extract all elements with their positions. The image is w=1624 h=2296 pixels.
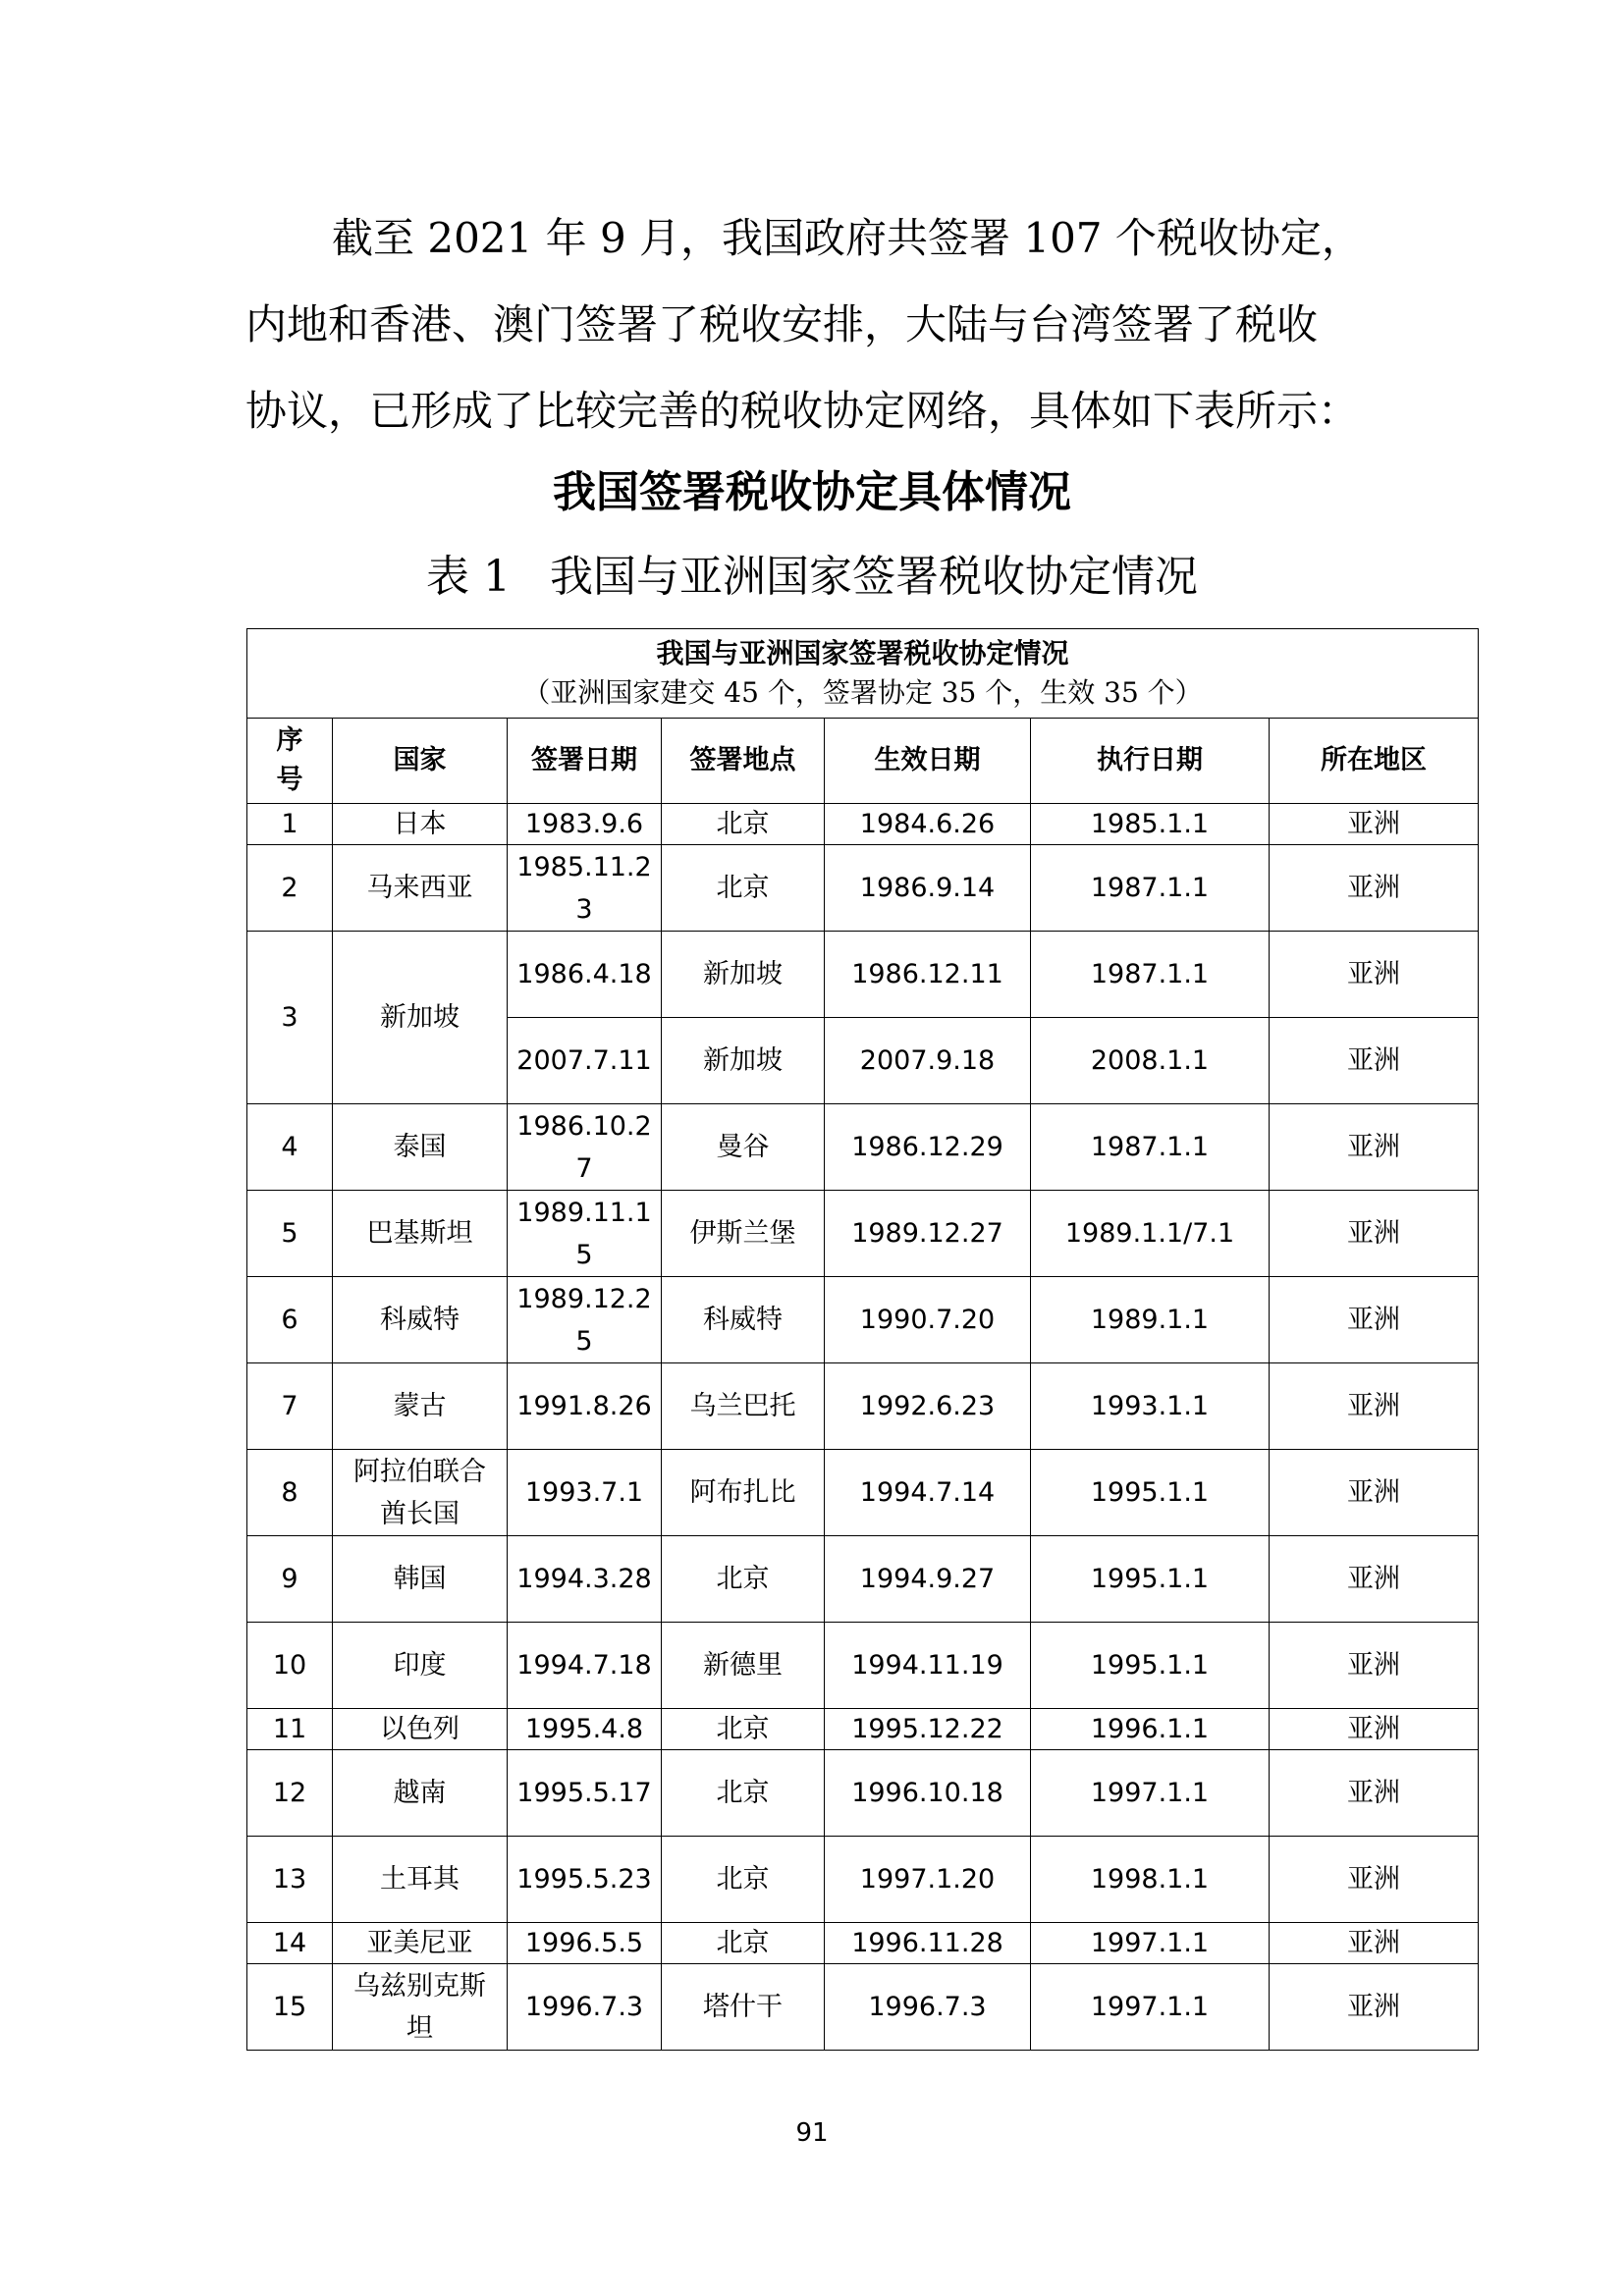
table-row [247,1104,1479,1191]
header-sign-place: 签署地点 [662,719,825,804]
header-sign-date: 签署日期 [508,719,662,804]
cell-sign-place: 塔什干 [662,1964,825,2051]
intro-line: 协议，已形成了比较完善的税收协定网络，具体如下表所示： [245,387,1360,435]
cell-country: 新加坡 [333,932,508,1104]
cell-exec-date: 1985.1.1 [1031,804,1270,845]
cell-sign-date: 1986.10.27 [508,1104,662,1191]
cell-sign-place: 科威特 [662,1277,825,1363]
table-row [247,1536,1479,1623]
table-row [247,845,1479,932]
cell-effective-date: 1984.6.26 [825,804,1031,845]
cell-sign-date: 1985.11.23 [508,845,662,932]
cell-seq: 10 [247,1623,333,1709]
cell-country: 亚美尼亚 [333,1923,508,1964]
header-seq: 序号 [247,719,333,804]
cell-sign-place: 北京 [662,1923,825,1964]
cell-seq: 4 [247,1104,333,1191]
cell-seq: 6 [247,1277,333,1363]
cell-region: 亚洲 [1270,1964,1479,2051]
cell-effective-date: 1992.6.23 [825,1363,1031,1450]
cell-seq: 13 [247,1837,333,1923]
cell-exec-date: 1995.1.1 [1031,1623,1270,1709]
cell-effective-date: 1986.12.11 [825,932,1031,1018]
cell-sign-date: 1991.8.26 [508,1363,662,1450]
cell-country: 韩国 [333,1536,508,1623]
cell-sign-date: 1996.5.5 [508,1923,662,1964]
table-row [247,932,1479,1018]
cell-country: 乌兹别克斯坦 [333,1964,508,2051]
treaty-table [246,628,1479,2051]
cell-region: 亚洲 [1270,1104,1479,1191]
cell-country: 土耳其 [333,1837,508,1923]
cell-country: 泰国 [333,1104,508,1191]
table-title-row [247,629,1479,719]
cell-sign-date: 1983.9.6 [508,804,662,845]
table-row [247,1191,1479,1277]
cell-region: 亚洲 [1270,804,1479,845]
page-number: 91 [795,2118,829,2148]
cell-exec-date: 1997.1.1 [1031,1964,1270,2051]
table-row [247,804,1479,845]
cell-sign-date: 1989.12.25 [508,1277,662,1363]
table-row [247,1709,1479,1750]
intro-line: 截至 2021 年 9 月，我国政府共签署 107 个税收协定， [332,214,1363,262]
cell-seq: 1 [247,804,333,845]
cell-region: 亚洲 [1270,1837,1479,1923]
header-region: 所在地区 [1270,719,1479,804]
cell-region: 亚洲 [1270,845,1479,932]
cell-sign-place: 北京 [662,1750,825,1837]
cell-exec-date: 1997.1.1 [1031,1923,1270,1964]
section-heading: 我国签署税收协定具体情况 [553,467,1071,517]
cell-region: 亚洲 [1270,1709,1479,1750]
cell-seq: 15 [247,1964,333,2051]
cell-sign-date: 1986.4.18 [508,932,662,1018]
cell-sign-place: 新加坡 [662,1018,825,1104]
cell-effective-date: 1986.12.29 [825,1104,1031,1191]
cell-exec-date: 1996.1.1 [1031,1709,1270,1750]
cell-sign-place: 北京 [662,1536,825,1623]
cell-effective-date: 2007.9.18 [825,1018,1031,1104]
cell-country: 日本 [333,804,508,845]
cell-sign-place: 北京 [662,804,825,845]
cell-effective-date: 1986.9.14 [825,845,1031,932]
cell-sign-place: 阿布扎比 [662,1450,825,1536]
cell-sign-date: 1995.4.8 [508,1709,662,1750]
table-row [247,1923,1479,1964]
cell-exec-date: 1987.1.1 [1031,1104,1270,1191]
cell-region: 亚洲 [1270,1450,1479,1536]
cell-exec-date: 1997.1.1 [1031,1750,1270,1837]
cell-sign-place: 新加坡 [662,932,825,1018]
table-row [247,1450,1479,1536]
cell-sign-place: 北京 [662,1709,825,1750]
cell-sign-place: 新德里 [662,1623,825,1709]
cell-effective-date: 1996.7.3 [825,1964,1031,2051]
table-row [247,1277,1479,1363]
header-country: 国家 [333,719,508,804]
cell-country: 印度 [333,1623,508,1709]
cell-effective-date: 1995.12.22 [825,1709,1031,1750]
cell-sign-place: 伊斯兰堡 [662,1191,825,1277]
cell-sign-place: 曼谷 [662,1104,825,1191]
cell-region: 亚洲 [1270,1623,1479,1709]
cell-country: 阿拉伯联合酋长国 [333,1450,508,1536]
cell-region: 亚洲 [1270,1018,1479,1104]
cell-region: 亚洲 [1270,1277,1479,1363]
cell-effective-date: 1997.1.20 [825,1837,1031,1923]
cell-sign-date: 1994.7.18 [508,1623,662,1709]
cell-seq: 9 [247,1536,333,1623]
cell-sign-date: 1996.7.3 [508,1964,662,2051]
cell-region: 亚洲 [1270,1191,1479,1277]
cell-country: 越南 [333,1750,508,1837]
cell-sign-date: 1995.5.17 [508,1750,662,1837]
cell-effective-date: 1996.11.28 [825,1923,1031,1964]
cell-seq: 7 [247,1363,333,1450]
header-exec-date: 执行日期 [1031,719,1270,804]
cell-effective-date: 1994.7.14 [825,1450,1031,1536]
cell-exec-date: 1993.1.1 [1031,1363,1270,1450]
cell-exec-date: 1989.1.1/7.1 [1031,1191,1270,1277]
cell-exec-date: 1995.1.1 [1031,1450,1270,1536]
table-row [247,1363,1479,1450]
cell-region: 亚洲 [1270,1750,1479,1837]
cell-country: 科威特 [333,1277,508,1363]
cell-country: 蒙古 [333,1363,508,1450]
table-row [247,1750,1479,1837]
cell-sign-date: 1994.3.28 [508,1536,662,1623]
cell-sign-place: 北京 [662,845,825,932]
cell-seq: 11 [247,1709,333,1750]
cell-seq: 14 [247,1923,333,1964]
cell-effective-date: 1989.12.27 [825,1191,1031,1277]
cell-sign-date: 1995.5.23 [508,1837,662,1923]
table-title-cell [247,629,1479,719]
cell-country: 以色列 [333,1709,508,1750]
cell-country: 马来西亚 [333,845,508,932]
cell-effective-date: 1994.9.27 [825,1536,1031,1623]
cell-seq: 3 [247,932,333,1104]
cell-exec-date: 1987.1.1 [1031,932,1270,1018]
cell-region: 亚洲 [1270,1363,1479,1450]
cell-sign-date: 1989.11.15 [508,1191,662,1277]
table-row [247,1837,1479,1923]
cell-exec-date: 1995.1.1 [1031,1536,1270,1623]
table-caption [0,548,1624,607]
cell-region: 亚洲 [1270,1923,1479,1964]
table-caption-text: 我国与亚洲国家签署税收协定情况 [549,552,1198,602]
cell-sign-place: 乌兰巴托 [662,1363,825,1450]
table-row [247,1964,1479,2051]
cell-exec-date: 1998.1.1 [1031,1837,1270,1923]
table-row [247,1623,1479,1709]
table-subtitle: （亚洲国家建交 45 个，签署协定 35 个，生效 35 个） [522,676,1203,709]
table-header-row [247,719,1479,804]
cell-effective-date: 1990.7.20 [825,1277,1031,1363]
cell-effective-date: 1994.11.19 [825,1623,1031,1709]
cell-region: 亚洲 [1270,932,1479,1018]
cell-seq: 2 [247,845,333,932]
table-title: 我国与亚洲国家签署税收协定情况 [656,637,1069,669]
cell-effective-date: 1996.10.18 [825,1750,1031,1837]
cell-seq: 5 [247,1191,333,1277]
intro-line: 内地和香港、澳门签署了税收安排，大陆与台湾签署了税收 [245,300,1319,348]
cell-exec-date: 1987.1.1 [1031,845,1270,932]
cell-country: 巴基斯坦 [333,1191,508,1277]
cell-sign-place: 北京 [662,1837,825,1923]
cell-seq: 12 [247,1750,333,1837]
cell-exec-date: 2008.1.1 [1031,1018,1270,1104]
cell-exec-date: 1989.1.1 [1031,1277,1270,1363]
cell-seq: 8 [247,1450,333,1536]
header-effective-date: 生效日期 [825,719,1031,804]
cell-sign-date: 2007.7.11 [508,1018,662,1104]
cell-sign-date: 1993.7.1 [508,1450,662,1536]
cell-region: 亚洲 [1270,1536,1479,1623]
table-caption-label: 表 1 [426,552,511,602]
